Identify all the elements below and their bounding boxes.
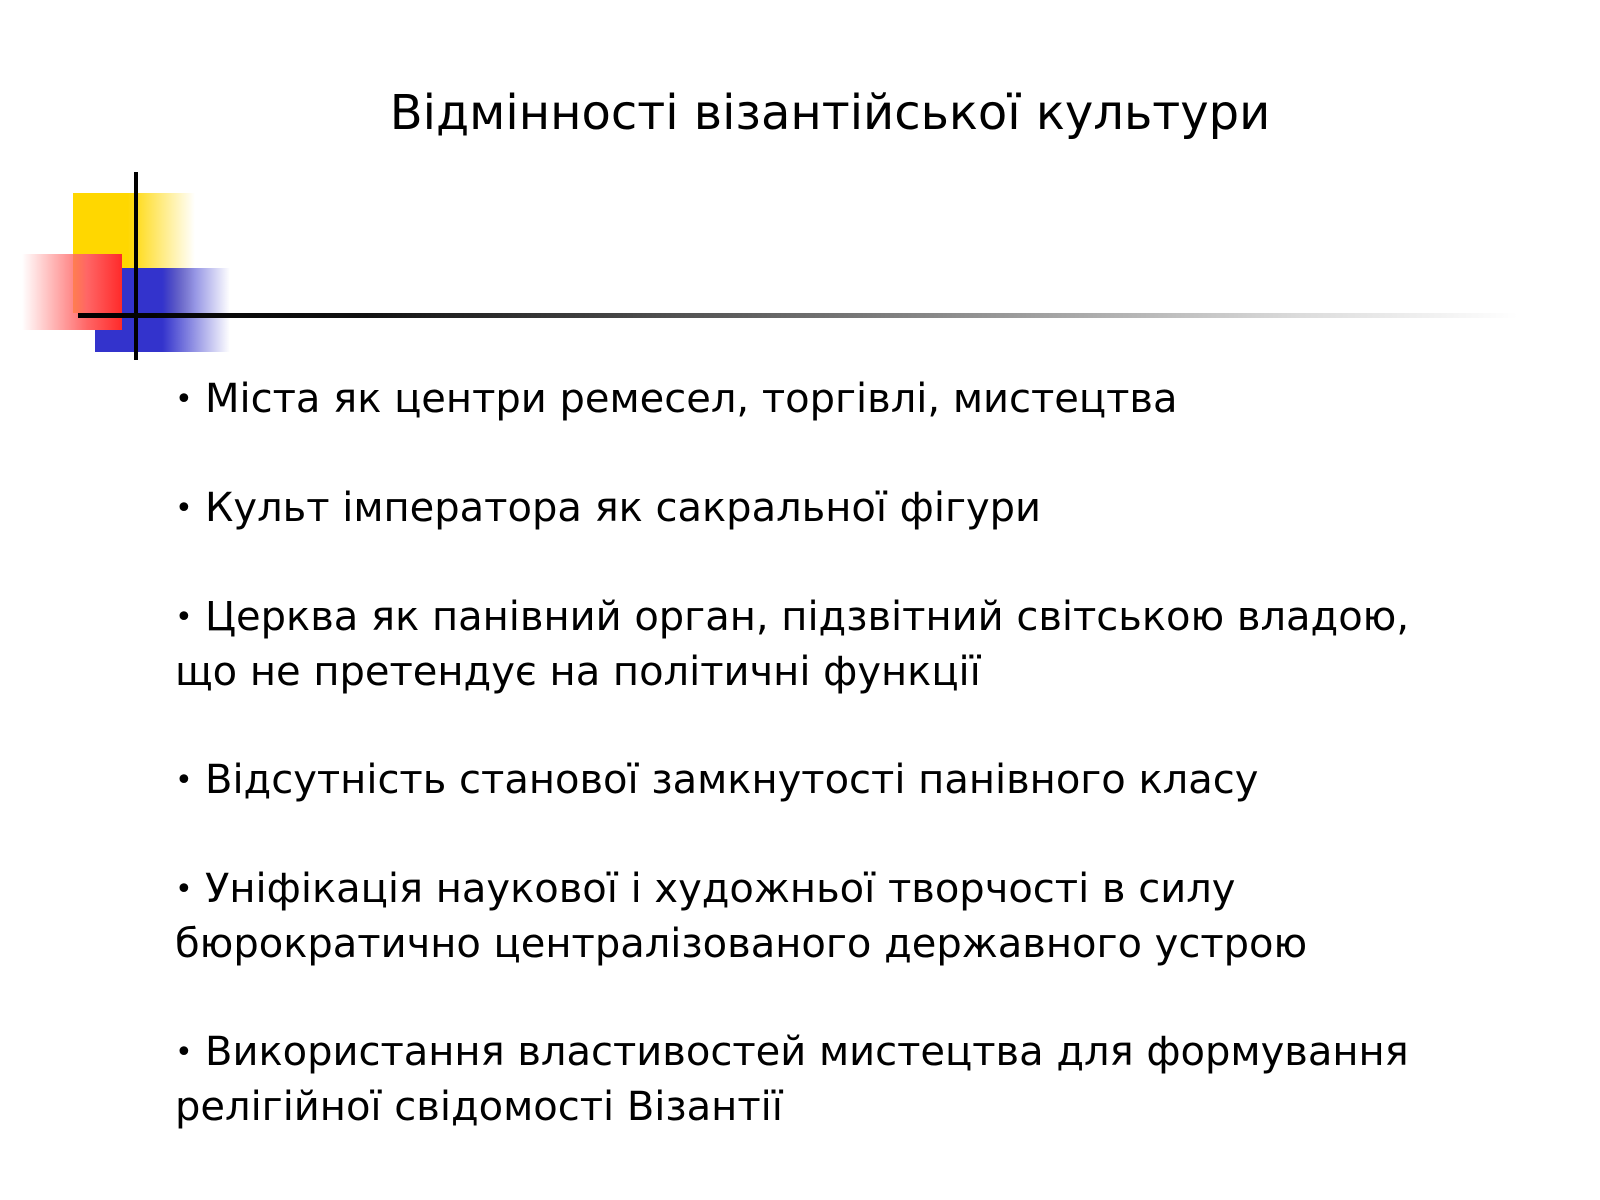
- bullet-text-continuation: що не претендує на політичні функції: [175, 649, 981, 695]
- bullet-mark: •: [175, 872, 193, 907]
- bullet-text: Відсутність станової замкнутості панівного класу: [205, 757, 1259, 803]
- bullet-text: Церква як панівний орган, підзвітний світською владою,: [205, 594, 1410, 640]
- bullet-text-continuation: релігійної свідомості Візантії: [175, 1084, 783, 1130]
- bullet-item: [175, 1025, 1475, 1134]
- bullet-text: Використання властивостей мистецтва для формування: [205, 1029, 1409, 1075]
- bullet-item: [175, 590, 1475, 699]
- bullet-text-continuation: бюрократично централізованого державного устрою: [175, 921, 1308, 967]
- bullet-item: [175, 481, 1475, 536]
- bullet-item: [175, 862, 1475, 971]
- bullet-list: [175, 372, 1475, 1188]
- bullet-text: Уніфікація наукової і художньої творчості в силу: [205, 866, 1236, 912]
- bullet-text: Культ імператора як сакральної фігури: [205, 485, 1042, 531]
- bullet-mark: •: [175, 600, 193, 635]
- bullet-item: [175, 753, 1475, 808]
- decor-red-square: [22, 254, 122, 330]
- bullet-mark: •: [175, 382, 193, 417]
- slide-title: Відмінності візантійської культури: [389, 85, 1271, 141]
- bullet-mark: •: [175, 491, 193, 526]
- decor-vertical-line: [134, 172, 138, 360]
- bullet-item: [175, 372, 1475, 427]
- decor-horizontal-rule: [78, 313, 1518, 318]
- bullet-mark: •: [175, 763, 193, 798]
- bullet-text: Міста як центри ремесел, торгівлі, мистецтва: [205, 376, 1178, 422]
- bullet-mark: •: [175, 1035, 193, 1070]
